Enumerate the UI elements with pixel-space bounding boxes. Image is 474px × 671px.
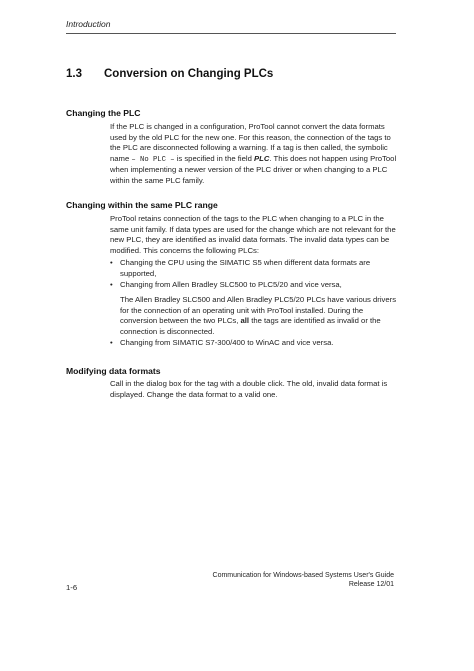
code-no-plc: – No PLC – (131, 155, 175, 164)
paragraph-same-range: ProTool retains connection of the tags to the PLC when changing to a PLC in the same unit family. If data types are used for the change which are not relevant for the new PLC, they are identified as invalid data formats. The invalid data types can be modified. This concerns the following PLCs: (110, 214, 396, 255)
paragraph-text: is specified in the field (174, 153, 254, 163)
bullet-icon: • (110, 258, 113, 267)
subheading-changing-plc: Changing the PLC (66, 108, 141, 118)
subheading-same-range: Changing within the same PLC range (66, 200, 218, 210)
section-title-text: Conversion on Changing PLCs (104, 68, 274, 80)
field-name-plc: PLC (254, 153, 270, 163)
section-number: 1.3 (66, 68, 82, 80)
paragraph-text: The Allen Bradley SLC500 and Allen Bradley PLC5/20 PLCs have various drivers for the connection of an operating unit with ProTool installed. During the conversion between the two PLCs, (120, 295, 397, 326)
bullet-icon: • (110, 338, 113, 347)
list-item (110, 280, 400, 291)
list-item-text: Changing from Allen Bradley SLC500 to PLC5/20 and vice versa, (120, 280, 342, 289)
section-title (66, 68, 273, 80)
list-item (110, 258, 400, 279)
header-rule (66, 33, 396, 34)
paragraph-text: the tags are identified as invalid or the connection is disconnected. (120, 316, 381, 336)
footer-title (213, 571, 394, 589)
footer-page-number: 1-6 (66, 583, 78, 592)
list-item-text: Changing from SIMATIC S7-300/400 to WinAC and vice versa. (120, 338, 334, 347)
paragraph-changing-plc (110, 122, 400, 187)
header-label: Introduction (66, 19, 111, 29)
paragraph-modifying: Call in the dialog box for the tag with a double click. The old, invalid data format is displayed. Change the data format to a valid one. (110, 379, 388, 399)
paragraph-text: . This does not happen using ProTool when implementing a newer version of the PLC driver or when changing to a PLC within the same PLC family. (110, 153, 397, 185)
footer-title-line: Communication for Windows-based Systems User's Guide (212, 572, 394, 579)
footer-release: Release 12/01 (348, 581, 394, 588)
paragraph-text: If the PLC is changed in a configuration, ProTool cannot convert the data formats used by the old PLC for the new one. For this reason, the connection of the tags to the PLC are disconnected following a warning. If a tag is then called, the symbolic name (110, 122, 391, 163)
subheading-modifying: Modifying data formats (66, 366, 161, 376)
list-item-text: Changing the CPU using the SIMATIC S5 when different data formats are supported, (120, 258, 371, 278)
bullet-icon: • (110, 280, 113, 289)
list-item (110, 338, 400, 349)
paragraph-allen-bradley (120, 295, 400, 337)
emphasis-all: all (240, 316, 250, 326)
